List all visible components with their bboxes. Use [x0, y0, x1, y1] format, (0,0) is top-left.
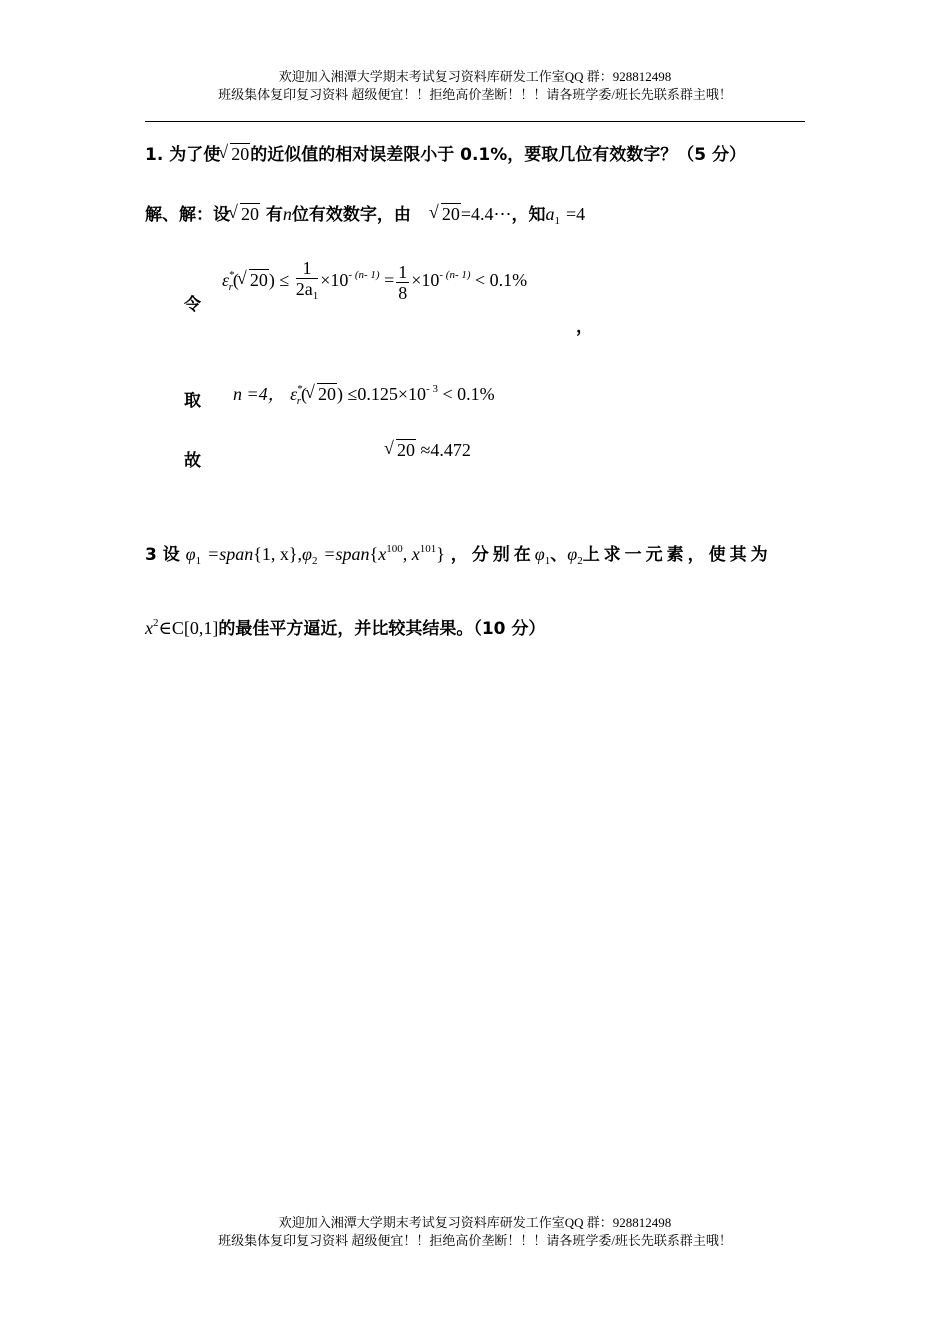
q3-text: ，分别在 — [450, 545, 535, 565]
question-3: 3 设 $\varphi_1$ =span{1, $x\},\varphi_2$ $=span\{x^{100}$, $x^{101}$} ，分别在$\varphi_1$、$\varphi_2$上求一元素，使其为 — [145, 543, 772, 567]
sqrt-20: √ 20 — [431, 204, 461, 225]
ling-label: 令 — [184, 295, 201, 315]
fraction-1-over-2a1: $\frac{1}{2a_1}$ — [295, 258, 319, 302]
sqrt-20: √ 20 — [220, 144, 250, 165]
sol-text: 有 — [265, 205, 283, 225]
qu-label: 取 — [184, 391, 201, 411]
q3-text: 上求一元素，使其为 — [582, 545, 772, 565]
header-line-2: 班级集体复印复习资料 超级便宜！！拒绝高价垄断！！！请各班学委/班长先联系群主哦！ — [218, 87, 732, 102]
comma: ， — [576, 317, 593, 337]
header-divider — [145, 121, 805, 122]
q1-prefix: 1. 为了使 — [145, 145, 221, 165]
choose-n-formula: n =4， $\varepsilon^*_r(√$ $20) \le 0.125\times 10^{- 3} < 0.1\%$ — [233, 380, 495, 407]
q3-number: 3 设 — [145, 545, 180, 565]
footer-line-2: 班级集体复印复习资料 超级便宜！！拒绝高价垄断！！！请各班学委/班长先联系群主哦！ — [218, 1233, 732, 1248]
question-3-line-2: $x^2\in C[0,1]$的最佳平方逼近，并比较其结果。（10 分） — [145, 617, 546, 639]
footer-line-1: 欢迎加入湘潭大学期末考试复习资料库研发工作室QQ 群：928812498 — [278, 1215, 672, 1230]
a1-value: =4 — [566, 204, 586, 224]
fraction-1-over-8: $\frac{1}{8}$ — [398, 261, 408, 303]
eq-approx: =4.4⋯ — [460, 204, 512, 224]
sqrt-20: √ 20 — [230, 204, 260, 225]
question-1 — [145, 140, 746, 165]
q1-suffix: 的近似值的相对误差限小于 0.1%，要取几位有效数字？（5 分） — [250, 145, 747, 165]
sol-text: ，知 — [511, 205, 546, 225]
header-line-1: 欢迎加入湘潭大学期末考试复习资料库研发工作室QQ 群：928812498 — [278, 69, 672, 84]
gu-label: 故 — [184, 451, 201, 471]
var-a1: a — [545, 204, 555, 224]
q3-text: 的最佳平方逼近，并比较其结果。（10 分） — [218, 619, 546, 639]
subscript: 1 — [554, 215, 560, 227]
sol-label: 解、解：设 — [145, 205, 230, 225]
var-n: n — [282, 204, 292, 224]
solution-line — [145, 200, 585, 227]
sol-text: 位有效数字，由 — [291, 205, 411, 225]
final-approx: √ 20 ≈4.472 — [386, 440, 471, 461]
error-bound-formula: $\varepsilon^*_r(√$ 20) ≤ $\frac{1}{2a_1}$ $\times 10^{- (n- 1)}$ = $\frac{1}{8}$ $\times 10^{- (n- 1)} < 0.1\%$ — [222, 258, 527, 306]
